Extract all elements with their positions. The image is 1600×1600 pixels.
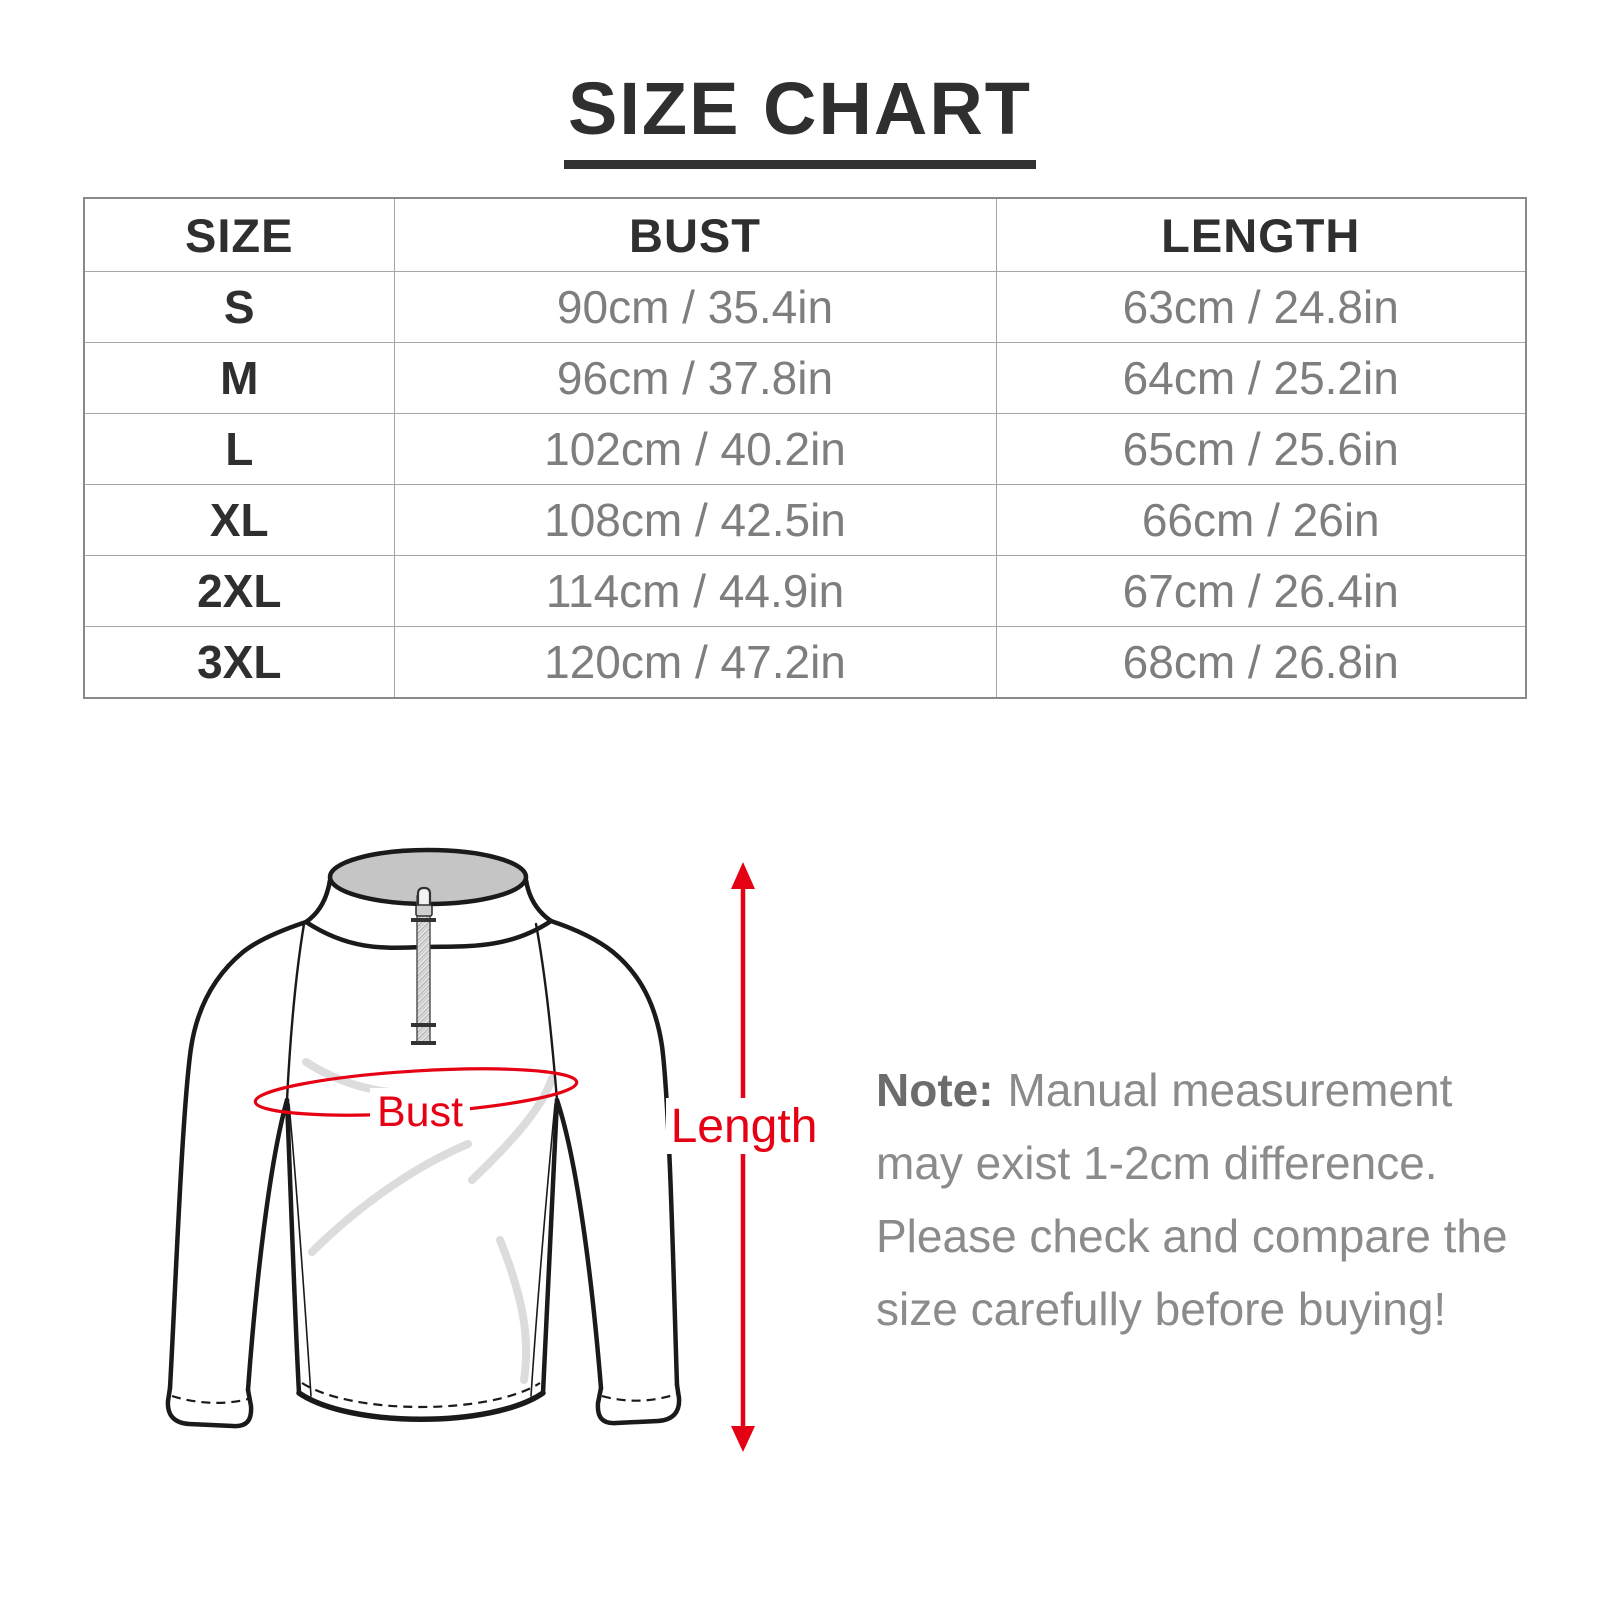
col-header-bust: BUST — [394, 198, 996, 272]
length-value: 64cm / 25.2in — [996, 343, 1526, 414]
bust-value: 114cm / 44.9in — [394, 556, 996, 627]
length-measure — [666, 862, 822, 1452]
bust-value: 96cm / 37.8in — [394, 343, 996, 414]
length-value: 66cm / 26in — [996, 485, 1526, 556]
size-value: S — [84, 272, 394, 343]
length-label: Length — [670, 1100, 818, 1153]
bust-value: 102cm / 40.2in — [394, 414, 996, 485]
size-value: L — [84, 414, 394, 485]
col-header-size: SIZE — [84, 198, 394, 272]
length-value: 68cm / 26.8in — [996, 627, 1526, 698]
length-value: 67cm / 26.4in — [996, 556, 1526, 627]
note-text — [876, 1054, 1548, 1346]
table-row — [84, 627, 1526, 698]
table-header-row — [84, 198, 1526, 272]
size-value: XL — [84, 485, 394, 556]
garment-diagram — [140, 830, 840, 1500]
zipper — [411, 888, 436, 1043]
zipper-slider — [416, 905, 432, 916]
bust-value: 120cm / 47.2in — [394, 627, 996, 698]
note-body: Manual measurement may exist 1-2cm difference. Please check and compare the size carefully before buying! — [876, 1064, 1508, 1335]
table-row — [84, 414, 1526, 485]
page-title: SIZE CHART — [564, 72, 1036, 169]
table-row — [84, 343, 1526, 414]
bust-measure — [254, 1061, 578, 1138]
zipper-placket — [417, 896, 430, 1042]
title-wrap — [0, 67, 1600, 169]
bust-value: 108cm / 42.5in — [394, 485, 996, 556]
size-value: 3XL — [84, 627, 394, 698]
size-value: M — [84, 343, 394, 414]
table-row — [84, 556, 1526, 627]
note-label: Note: — [876, 1064, 994, 1116]
length-value: 65cm / 25.6in — [996, 414, 1526, 485]
bust-value: 90cm / 35.4in — [394, 272, 996, 343]
size-table — [83, 197, 1527, 699]
col-header-length: LENGTH — [996, 198, 1526, 272]
size-value: 2XL — [84, 556, 394, 627]
bust-label: Bust — [376, 1088, 464, 1136]
table-row — [84, 272, 1526, 343]
arrow-down-icon — [731, 1426, 755, 1452]
length-value: 63cm / 24.8in — [996, 272, 1526, 343]
arrow-up-icon — [731, 862, 755, 889]
table-row — [84, 485, 1526, 556]
